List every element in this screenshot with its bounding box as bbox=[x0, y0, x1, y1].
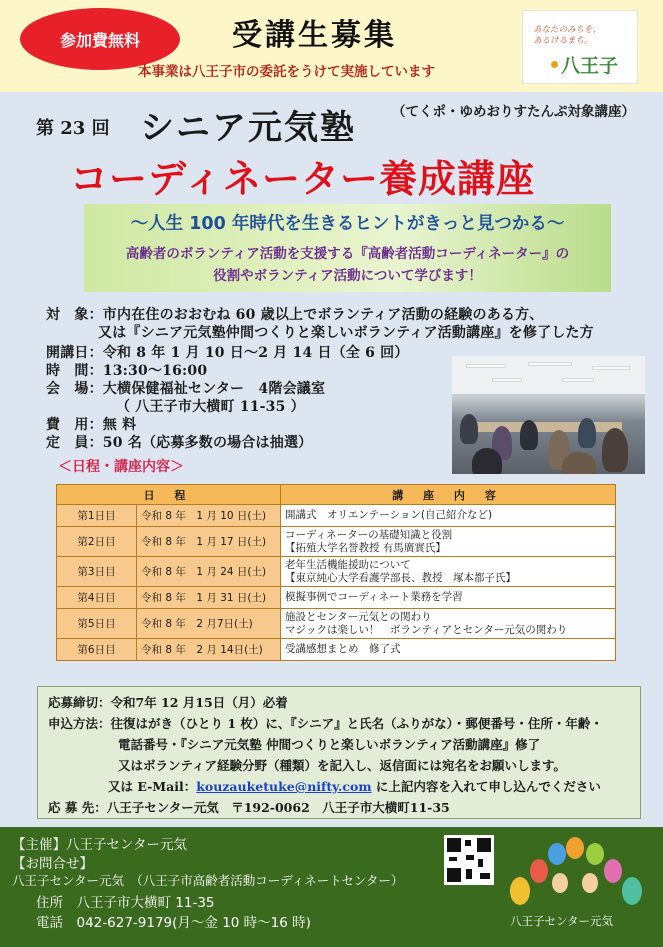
schedule-content: 開講式 オリエンテーション(自己紹介など) bbox=[281, 505, 616, 527]
logo-tagline: あなたのみちを、 あるけるまち。 bbox=[533, 25, 602, 46]
table-row bbox=[57, 587, 616, 609]
schedule-day: 第6日目 bbox=[57, 639, 137, 661]
apply-method-2: 電話番号・『シニア元気塾 仲間つくりと楽しいボランティア活動講座』修了 bbox=[118, 737, 541, 752]
hint-line-2: 役割やボランティア活動について学びます！ bbox=[213, 268, 482, 284]
footer-contact-name: 八王子センター元気 （八王子市高齢者活動コーディネートセンター） bbox=[12, 873, 404, 888]
apply-method-1: 申込方法：往復はがき（ひとり 1 枚）に、『シニア』と氏名（ふりがな）・郵便番号・住所・年齢・ bbox=[48, 716, 603, 731]
apply-method-3: 又はボランティア経験分野（種類）を記入し、返信面には宛名をお願いします。 bbox=[118, 758, 567, 773]
info-target-2: 又は『シニア元気塾仲間つくりと楽しいボランティア活動講座』を修了した方 bbox=[98, 325, 594, 341]
qr-code-icon[interactable] bbox=[444, 835, 494, 885]
footer-organizer: 【主催】八王子センター元気 bbox=[12, 837, 187, 853]
schedule-content: コーディネーターの基礎知識と役割 【拓殖大学名誉教授 有馬廣實氏】 bbox=[281, 527, 616, 557]
footer-address: 住所 八王子市大横町 11-35 bbox=[36, 895, 215, 911]
info-fee: 費 用：無 料 bbox=[46, 417, 137, 433]
session-number: 第 23 回 bbox=[36, 118, 110, 139]
footer-contact-label: 【お問合せ】 bbox=[12, 856, 93, 872]
info-capacity: 定 員：50 名（応募多数の場合は抽選） bbox=[46, 435, 313, 451]
schedule-date: 令和 8 年 1 月 10 日(土) bbox=[137, 505, 281, 527]
schedule-content: 受講感想まとめ 修了式 bbox=[281, 639, 616, 661]
application-box bbox=[37, 686, 641, 819]
footer bbox=[0, 827, 663, 947]
table-row bbox=[57, 609, 616, 639]
schedule-date: 令和 8 年 2 月7日(土) bbox=[137, 609, 281, 639]
schedule-content: 模擬事例でコーディネート業務を学習 bbox=[281, 587, 616, 609]
schedule-header-row bbox=[57, 485, 616, 505]
schedule-date: 令和 8 年 2 月 14日(土) bbox=[137, 639, 281, 661]
info-date: 開講日：令和 8 年 1 月 10 日～2 月 14 日（全 6 回） bbox=[46, 345, 409, 361]
schedule-day: 第5日目 bbox=[57, 609, 137, 639]
info-venue-2: （ 八王子市大横町 11-35 ） bbox=[116, 399, 305, 415]
schedule-date: 令和 8 年 1 月 17 日(土) bbox=[137, 527, 281, 557]
table-row bbox=[57, 639, 616, 661]
commission-note: 本事業は八王子市の委託をうけて実施しています bbox=[138, 64, 435, 80]
schedule-table bbox=[56, 484, 616, 661]
table-row bbox=[57, 557, 616, 587]
main-title: コーディネーター養成講座 bbox=[70, 156, 535, 201]
footer-phone: 電話 042-627-9179(月～金 10 時～16 時) bbox=[36, 915, 311, 931]
recruit-title: 受講生募集 bbox=[232, 18, 397, 53]
target-note: （てくポ・ゆめおりすたんぷ対象講座） bbox=[392, 104, 635, 120]
schedule-content: 老年生活機能援助について 【東京純心大学看護学部長、教授 塚本都子氏】 bbox=[281, 557, 616, 587]
free-badge: 参加費無料 bbox=[20, 8, 180, 70]
schedule-day: 第3日目 bbox=[57, 557, 137, 587]
header-band bbox=[0, 0, 663, 92]
schedule-content: 施設とセンター元気との関わり マジックは楽しい！ ボランティアとセンター元気の関わり bbox=[281, 609, 616, 639]
schedule-header-content: 講 座 内 容 bbox=[281, 485, 616, 505]
schedule-day: 第2日目 bbox=[57, 527, 137, 557]
apply-destination: 応 募 先：八王子センター元気 〒192-0062 八王子市大横町11-35 bbox=[48, 800, 450, 815]
logo-name: 八王子 bbox=[561, 55, 619, 77]
logo-dot-icon bbox=[551, 61, 558, 68]
hachioji-logo bbox=[522, 10, 638, 84]
apply-deadline: 応募締切：令和7年 12 月15日（月）必着 bbox=[48, 695, 288, 710]
senior-school-title: シニア元気塾 bbox=[140, 108, 356, 148]
apply-email-line: 又は E-Mail：kouzauketuke@nifty.com に上記内容を入れて申し込んでください bbox=[108, 779, 601, 794]
schedule-date: 令和 8 年 1 月 31 日(土) bbox=[137, 587, 281, 609]
info-target-1: 対 象：市内在住のおおむね 60 歳以上でボランティア活動の経験のある方、 bbox=[46, 307, 544, 323]
table-row bbox=[57, 527, 616, 557]
hint-banner bbox=[84, 204, 611, 292]
schedule-date: 令和 8 年 1 月 24 日(土) bbox=[137, 557, 281, 587]
info-venue-1: 会 場：大横保健福祉センター 4階会議室 bbox=[46, 381, 326, 397]
hint-line-1: 高齢者のボランティア活動を支援する『高齢者活動コーディネーター』の bbox=[125, 246, 570, 262]
table-row bbox=[57, 505, 616, 527]
schedule-day: 第1日目 bbox=[57, 505, 137, 527]
info-time: 時 間：13:30～16:00 bbox=[46, 363, 208, 379]
seminar-photo bbox=[452, 356, 645, 474]
mascot-group-icon bbox=[506, 833, 648, 913]
schedule-header-date: 日 程 bbox=[57, 485, 281, 505]
schedule-day: 第4日目 bbox=[57, 587, 137, 609]
schedule-label: ＜日程・講座内容＞ bbox=[58, 459, 184, 475]
hint-title: ～人生 100 年時代を生きるヒントがきっと見つかる～ bbox=[130, 214, 565, 234]
footer-center-name: 八王子センター元気 bbox=[510, 914, 614, 928]
email-link[interactable]: kouzauketuke@nifty.com bbox=[196, 779, 372, 794]
